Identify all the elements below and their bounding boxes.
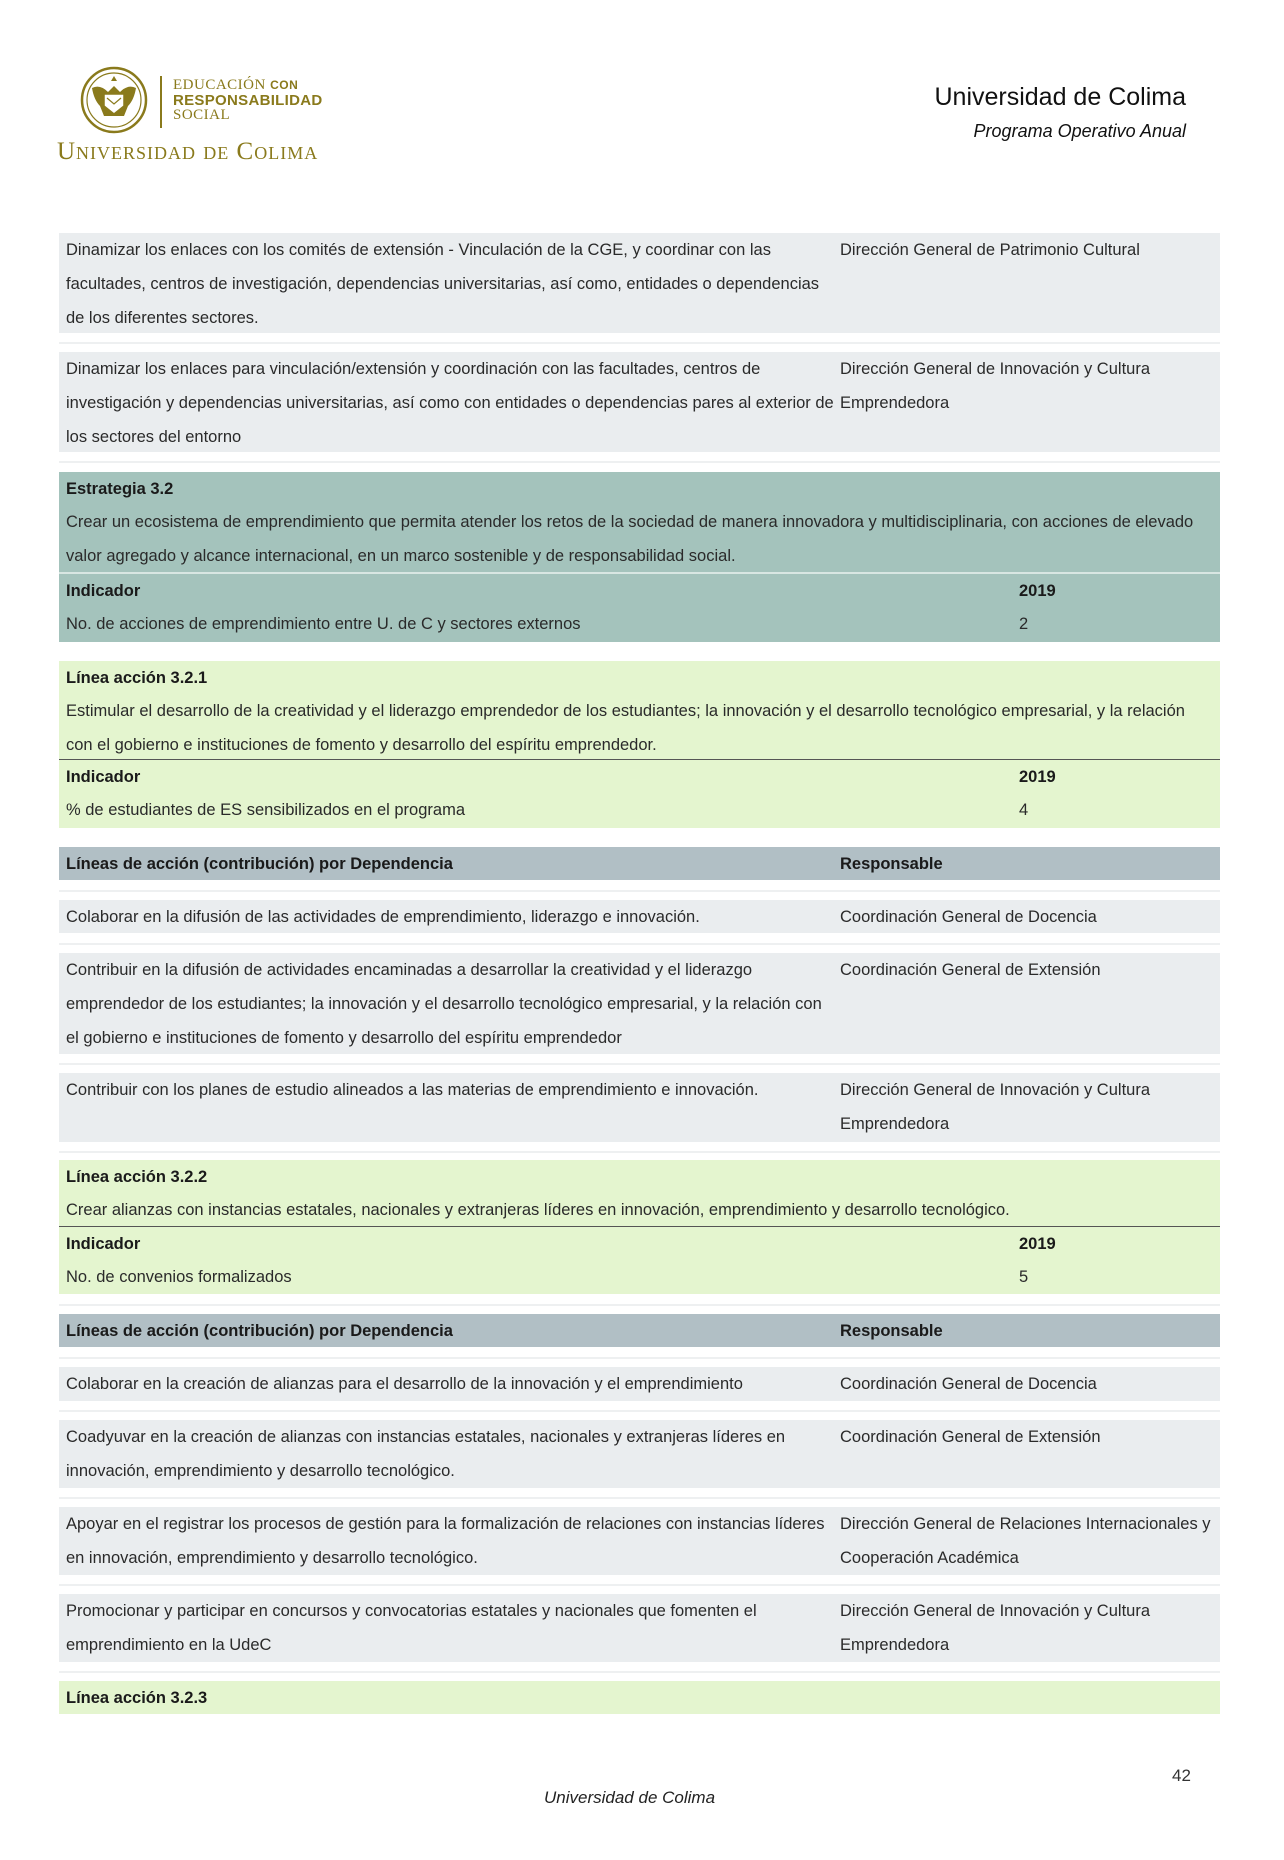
action-line-label: Línea acción 3.2.1 xyxy=(66,669,208,687)
page-number: 42 xyxy=(1172,1766,1191,1785)
tagline-line-1: EDUCACIÓN xyxy=(173,77,266,93)
action-line-text: Crear alianzas con instancias estatales, nacionales y extranjeras líderes en innovación, emprendimiento y desarrollo tecnológico. xyxy=(66,1201,1010,1219)
university-seal-icon xyxy=(80,66,148,134)
header-title: Universidad de Colima xyxy=(934,83,1186,111)
column-header-responsible: Responsable xyxy=(840,1322,943,1340)
year-label: 2019 xyxy=(1019,768,1056,786)
responsible-cell: Dirección General de Patrimonio Cultural xyxy=(840,241,1140,259)
responsible-cell: Dirección General de Innovación y Cultura Emprendedora xyxy=(840,1602,1150,1654)
responsible-cell: Dirección General de Innovación y Cultura Emprendedora xyxy=(840,360,1150,412)
column-header-action: Líneas de acción (contribución) por Dependencia xyxy=(66,1322,453,1340)
indicator-label: Indicador xyxy=(66,1235,141,1253)
row-separator xyxy=(59,461,1220,463)
row-separator xyxy=(59,1063,1220,1065)
indicator-value: 4 xyxy=(1019,801,1029,819)
row-separator xyxy=(59,342,1220,344)
table-row xyxy=(59,1367,1220,1401)
indicator-label: Indicador xyxy=(66,768,141,786)
table-row xyxy=(59,900,1220,933)
indicator-text: % de estudiantes de ES sensibilizados en el programa xyxy=(66,801,465,819)
column-header-responsible: Responsable xyxy=(840,855,943,873)
row-separator xyxy=(59,1151,1220,1153)
tagline-line-2: RESPONSABILIDAD xyxy=(173,92,323,109)
row-separator xyxy=(59,1357,1220,1359)
row-separator xyxy=(59,943,1220,945)
action-line-block xyxy=(59,1160,1220,1294)
action-cell: Colaborar en la creación de alianzas para el desarrollo de la innovación y el emprendimiento xyxy=(66,1375,743,1393)
column-header-action: Líneas de acción (contribución) por Dependencia xyxy=(66,855,453,873)
row-separator xyxy=(59,1497,1220,1499)
indicator-text: No. de convenios formalizados xyxy=(66,1268,292,1286)
table-header xyxy=(59,1314,1220,1347)
table-row xyxy=(59,1507,1220,1575)
action-line-label: Línea acción 3.2.3 xyxy=(66,1689,208,1707)
responsible-cell: Dirección General de Innovación y Cultura Emprendedora xyxy=(840,1081,1150,1133)
row-separator xyxy=(59,1671,1220,1673)
tagline-line-1-suffix: CON xyxy=(270,78,299,92)
indicator-value: 2 xyxy=(1019,615,1029,633)
table-row xyxy=(59,233,1220,333)
logo-divider xyxy=(160,76,162,128)
indicator-text: No. de acciones de emprendimiento entre U. de C y sectores externos xyxy=(66,615,581,633)
responsible-cell: Coordinación General de Docencia xyxy=(840,1375,1097,1393)
action-cell: Contribuir en la difusión de actividades encaminadas a desarrollar la creatividad y el liderazgo emprendedor de los estudiantes; la innovación y el desarrollo tecnológico empresarial, y la relación con el gobierno e instituciones de fomento y desarrollo del espíritu emprendedor xyxy=(66,961,822,1047)
header-subtitle: Programa Operativo Anual xyxy=(973,121,1186,141)
action-cell: Promocionar y participar en concursos y convocatorias estatales y nacionales que fomenten el emprendimiento en la UdeC xyxy=(66,1602,757,1654)
action-cell: Colaborar en la difusión de las actividades de emprendimiento, liderazgo e innovación. xyxy=(66,908,700,926)
strategy-text: Crear un ecosistema de emprendimiento que permita atender los retos de la sociedad de manera innovadora y multidisciplinaria, con acciones de elevado valor agregado y alcance internacional, en un marco sostenible y de responsabilidad social. xyxy=(66,513,1194,565)
table-row xyxy=(59,953,1220,1054)
footer-text: Universidad de Colima xyxy=(544,1788,716,1807)
table-row xyxy=(59,1073,1220,1142)
action-cell: Coadyuvar en la creación de alianzas con instancias estatales, nacionales y extranjeras líderes en innovación, emprendimiento y desarrollo tecnológico. xyxy=(66,1428,786,1480)
action-cell: Dinamizar los enlaces para vinculación/extensión y coordinación con las facultades, centros de investigación y dependencias universitarias, así como con entidades o dependencias pares al exterior de los sectores del entorno xyxy=(66,360,834,446)
strategy-block xyxy=(59,472,1220,642)
row-separator xyxy=(59,1304,1220,1306)
responsible-cell: Coordinación General de Extensión xyxy=(840,961,1101,979)
row-separator xyxy=(59,1410,1220,1412)
action-cell: Contribuir con los planes de estudio alineados a las materias de emprendimiento e innovación. xyxy=(66,1081,759,1099)
row-separator xyxy=(59,890,1220,892)
responsible-cell: Dirección General de Relaciones Internacionales y Cooperación Académica xyxy=(840,1515,1211,1567)
table-row xyxy=(59,352,1220,452)
table-header xyxy=(59,847,1220,880)
action-line-block xyxy=(59,1681,1220,1714)
action-line-text: Estimular el desarrollo de la creatividad y el liderazgo emprendedor de los estudiantes; la innovación y el desarrollo tecnológico empresarial, y la relación con el gobierno e instituciones de fomento y desarrollo del espíritu emprendedor. xyxy=(66,702,1185,754)
action-line-label: Línea acción 3.2.2 xyxy=(66,1168,208,1186)
action-line-block xyxy=(59,661,1220,828)
logo-wordmark: Universidad de Colima xyxy=(57,138,319,165)
indicator-label: Indicador xyxy=(66,582,141,600)
table-row xyxy=(59,1594,1220,1662)
logo-tagline xyxy=(173,78,323,123)
responsible-cell: Coordinación General de Docencia xyxy=(840,908,1097,926)
row-separator xyxy=(59,1584,1220,1586)
tagline-line-3: SOCIAL xyxy=(173,107,231,123)
action-cell: Apoyar en el registrar los procesos de gestión para la formalización de relaciones con instancias líderes en innovación, emprendimiento y desarrollo tecnológico. xyxy=(66,1515,825,1567)
year-label: 2019 xyxy=(1019,582,1056,600)
responsible-cell: Coordinación General de Extensión xyxy=(840,1428,1101,1446)
indicator-value: 5 xyxy=(1019,1268,1029,1286)
year-label: 2019 xyxy=(1019,1235,1056,1253)
strategy-label: Estrategia 3.2 xyxy=(66,480,174,498)
action-cell: Dinamizar los enlaces con los comités de extensión - Vinculación de la CGE, y coordinar con las facultades, centros de investigación, dependencias universitarias, así como, entidades o dependencias de los diferentes sectores. xyxy=(66,241,820,327)
table-row xyxy=(59,1420,1220,1488)
